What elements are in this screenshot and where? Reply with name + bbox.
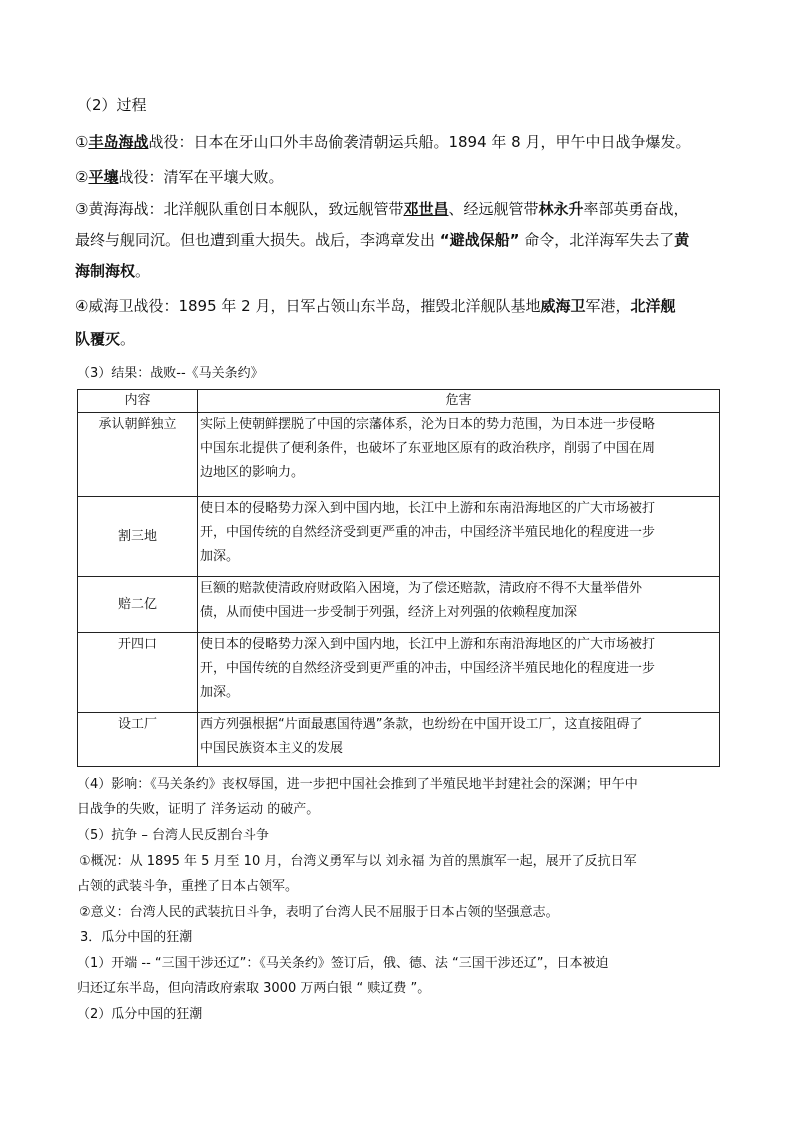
table-cell-harm (198, 633, 720, 713)
harm-line: 边地区的影响力。 (200, 465, 305, 480)
table-cell-harm (198, 713, 720, 767)
table-cell-category: 赔二亿 (78, 577, 198, 633)
item-text: 、经远舰管带 (448, 200, 539, 218)
harm-line: 西方列强根据“片面最惠国待遇”条款，也纷纷在中国开设工厂，这直接阻碍了 (200, 717, 643, 732)
table-row (78, 413, 720, 497)
treaty-harm-table (77, 389, 720, 767)
item-number: ③ (75, 200, 89, 218)
harm-line: 加深。 (200, 549, 240, 564)
item-text: 战役：日本在牙山口外丰岛偷袭清朝运兵船。1894 年 8 月，甲午中日战争爆发。 (148, 133, 691, 151)
section-heading-resistance: （5）抗争 – 台湾人民反割台斗争 (77, 828, 270, 843)
key-term: 队覆灭 (75, 330, 121, 348)
table-header-row (78, 390, 720, 413)
partition-start-line-2: 归还辽东半岛，但向清政府索取 3000 万两白银 “ 赎辽费 ”。 (77, 981, 431, 996)
table-row (78, 713, 720, 767)
key-term: 平壤 (88, 168, 119, 186)
resistance-overview-line-2: 占领的武装斗争，重挫了日本占领军。 (77, 879, 299, 894)
harm-line: 使日本的侵略势力深入到中国内地，长江中上游和东南沿海地区的广大市场被打 (200, 501, 656, 516)
table-cell-category: 承认朝鲜独立 (78, 413, 198, 497)
item-text: 。 (120, 330, 136, 348)
item-text: 。 (135, 262, 151, 280)
battle-item-4-line-1 (75, 299, 676, 314)
item-text: 战役：清军在平壤大败。 (118, 168, 284, 186)
table-cell-harm (198, 577, 720, 633)
battle-item-3-line-2 (75, 233, 689, 248)
key-term: 威海卫 (540, 297, 586, 315)
item-number: ② (75, 168, 89, 186)
table-header-cell: 内容 (78, 390, 198, 413)
battle-item-4-line-2 (75, 332, 135, 347)
item-text: 率部英勇奋战， (583, 200, 689, 218)
table-cell-category: 设工厂 (78, 713, 198, 767)
item-text: 威海卫战役：1895 年 2 月，日军占领山东半岛，摧毁北洋舰队基地 (88, 297, 541, 315)
impact-line-2: 日战争的失败，证明了 洋务运动 的破产。 (77, 802, 320, 817)
section-heading-process: （2）过程 (77, 96, 147, 114)
battle-item-2 (75, 170, 283, 185)
item-text: 军港， (585, 297, 631, 315)
table-cell-harm (198, 497, 720, 577)
battle-item-3-line-1 (75, 202, 689, 217)
harm-line: 中国民族资本主义的发展 (200, 741, 344, 756)
item-text: 最终与舰同沉。但也遭到重大损失。战后，李鸿章发出 (75, 231, 440, 249)
item-text: 命令，北洋海军失去了 (519, 231, 675, 249)
table-row (78, 497, 720, 577)
table-cell-category: 割三地 (78, 497, 198, 577)
harm-line: 开，中国传统的自然经济受到更严重的冲击，中国经济半殖民地化的程度进一步 (200, 525, 656, 540)
table-row (78, 633, 720, 713)
resistance-overview-line-1: ①概况：从 1895 年 5 月至 10 月，台湾义勇军与以 刘永福 为首的黑旗军一起，展开了反抗日军 (79, 854, 637, 869)
impact-line-1: （4）影响：《马关条约》丧权辱国，进一步把中国社会推到了半殖民地半封建社会的深渊；甲午中 (77, 777, 638, 792)
table-header-cell: 危害 (198, 390, 720, 413)
table-row (78, 577, 720, 633)
item-text: 黄海海战：北洋舰队重创日本舰队，致远舰管带 (88, 200, 404, 218)
item-number: ④ (75, 297, 89, 315)
table-cell-category: 开四口 (78, 633, 198, 713)
harm-line: 加深。 (200, 685, 240, 700)
section-heading-partition: 3．瓜分中国的狂潮 (80, 930, 193, 945)
key-term: 北洋舰 (630, 297, 676, 315)
partition-start-line-1: （1）开端 -- “三国干涉还辽”：《马关条约》签订后，俄、德、法 “三国干涉还辽”，日本被迫 (77, 956, 609, 971)
key-term: “避战保船” (439, 231, 520, 249)
key-term: 海制海权 (75, 262, 136, 280)
harm-line: 巨额的赔款使清政府财政陷入困境，为了偿还赔款，清政府不得不大量举借外 (200, 581, 643, 596)
harm-line: 中国东北提供了便利条件，也破坏了东亚地区原有的政治秩序，削弱了中国在周 (200, 441, 656, 456)
key-term: 邓世昌 (403, 200, 449, 218)
harm-line: 债，从而使中国进一步受制于列强，经济上对列强的依赖程度加深 (200, 605, 578, 620)
partition-wave-heading: （2）瓜分中国的狂潮 (77, 1007, 203, 1022)
key-term: 丰岛海战 (88, 133, 149, 151)
harm-line: 开，中国传统的自然经济受到更严重的冲击，中国经济半殖民地化的程度进一步 (200, 661, 656, 676)
item-number: ① (75, 133, 89, 151)
harm-line: 实际上使朝鲜摆脱了中国的宗藩体系，沦为日本的势力范围，为日本进一步侵略 (200, 417, 656, 432)
key-term: 黄 (674, 231, 690, 249)
harm-line: 使日本的侵略势力深入到中国内地，长江中上游和东南沿海地区的广大市场被打 (200, 637, 656, 652)
table-cell-harm (198, 413, 720, 497)
battle-item-1 (75, 135, 691, 150)
section-heading-result: （3）结果：战败--《马关条约》 (77, 366, 264, 381)
key-term: 林永升 (538, 200, 584, 218)
battle-item-3-line-3 (75, 264, 150, 279)
resistance-significance: ②意义：台湾人民的武装抗日斗争，表明了台湾人民不屈服于日本占领的坚强意志。 (79, 905, 559, 920)
